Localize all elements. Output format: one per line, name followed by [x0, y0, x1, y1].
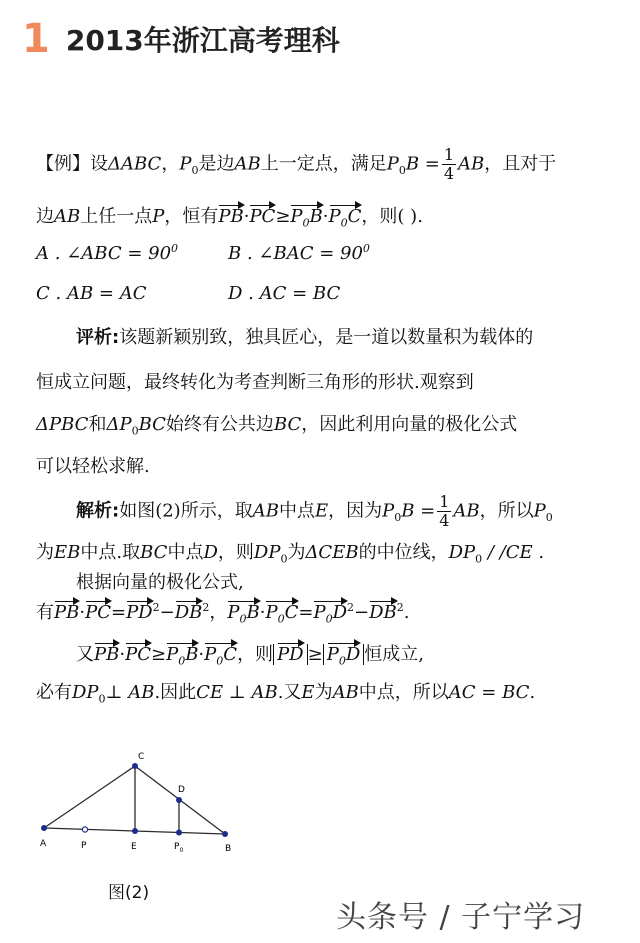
fraction-numerator: 1 — [443, 145, 455, 164]
math: P — [326, 644, 339, 665]
vector: PB — [94, 644, 120, 665]
operator: ≥ — [150, 644, 167, 665]
math: P — [328, 206, 341, 227]
comment-label: 评析: — [76, 327, 120, 348]
subscript: 0 — [338, 654, 346, 668]
fraction-denominator: 4 — [439, 511, 450, 530]
problem-line-2 — [36, 202, 423, 230]
math: C — [284, 602, 299, 623]
vector: PC — [249, 206, 276, 227]
text: 设 — [90, 153, 108, 175]
math: AB — [332, 682, 359, 703]
option-label: C . — [36, 283, 62, 304]
subscript: 0 — [394, 511, 402, 525]
text: ， — [209, 602, 228, 623]
math: P — [166, 644, 179, 665]
text: ，恒有 — [164, 206, 219, 227]
label-p0-sub: 0 — [179, 847, 184, 854]
comment-line-4 — [36, 452, 150, 478]
math: DP — [448, 542, 476, 563]
geometry-figure — [30, 745, 250, 865]
dot: · — [322, 206, 329, 227]
math: P — [533, 500, 546, 522]
text: 中点 — [278, 500, 315, 522]
text: .又 — [277, 682, 302, 703]
point-a — [41, 825, 47, 831]
subscript: 0 — [325, 612, 333, 626]
label-p: P — [81, 841, 87, 851]
dot: · — [243, 206, 250, 227]
text: 必有 — [36, 682, 72, 703]
text: ，因为 — [328, 500, 383, 522]
label-c: C — [138, 752, 145, 762]
option-d — [228, 283, 340, 304]
math: ΔPBC — [36, 414, 89, 435]
superscript: 2 — [347, 601, 355, 614]
vector: PD — [126, 602, 153, 623]
vector: PC — [85, 602, 111, 623]
text: . — [529, 682, 536, 703]
text: 可以轻松求解. — [36, 456, 150, 477]
vector — [166, 644, 198, 668]
solution-line-6 — [36, 678, 535, 706]
option-b — [228, 242, 370, 264]
math: DP — [72, 682, 99, 703]
text: 为 — [314, 682, 333, 703]
operator: ≥ — [275, 206, 291, 227]
subscript: 0 — [545, 511, 553, 525]
comment-line-3 — [36, 410, 517, 438]
superscript: 2 — [152, 601, 160, 614]
math: B — [309, 206, 323, 227]
fraction — [437, 493, 451, 530]
vector — [227, 602, 259, 626]
text: ， — [161, 153, 180, 175]
text: ，则( ). — [361, 206, 423, 227]
math: ΔABC — [108, 153, 162, 175]
text: 又 — [76, 644, 94, 665]
text: ，则 — [237, 644, 274, 665]
header — [22, 14, 340, 64]
section-title: 2013年浙江高考理科 — [65, 24, 340, 57]
superscript: 0 — [171, 242, 179, 255]
vector: PB — [218, 206, 244, 227]
math: P — [386, 153, 399, 175]
label-e: E — [131, 842, 137, 852]
text: 该题新颖别致，独具匠心，是一道以数量积为载体的 — [119, 327, 534, 348]
solution-label: 解析: — [76, 500, 120, 522]
math: D — [203, 542, 218, 563]
text: 为 — [287, 542, 306, 563]
text: 中点.取 — [80, 542, 141, 563]
dot: · — [198, 644, 205, 665]
text: . — [403, 602, 410, 623]
subscript: 0 — [280, 552, 288, 566]
math: AB — [458, 153, 485, 175]
vector: PD — [277, 644, 304, 665]
math: C — [347, 206, 362, 227]
math: BC — [138, 414, 166, 435]
text: 根据向量的极化公式, — [76, 572, 244, 593]
segment-ac — [44, 766, 135, 828]
solution-line-3 — [76, 568, 244, 594]
vector: PB — [54, 602, 80, 623]
option-text: AC = BC — [259, 283, 341, 304]
superscript: 2 — [396, 601, 404, 614]
math: BC — [140, 542, 168, 563]
subscript: 0 — [398, 164, 406, 178]
subscript: 0 — [302, 216, 310, 230]
solution-line-1 — [76, 493, 553, 530]
abs-value — [323, 644, 365, 668]
math: P — [382, 500, 395, 522]
vector — [313, 602, 347, 626]
math: P — [290, 206, 303, 227]
math: B — [246, 602, 260, 623]
subscript: 0 — [239, 612, 247, 626]
math: ΔP — [106, 414, 132, 435]
point-p — [82, 827, 87, 832]
text: 如图(2)所示，取 — [119, 500, 253, 522]
text: 上任一点 — [80, 206, 153, 227]
operator: = — [298, 602, 314, 623]
math: DP — [253, 542, 281, 563]
math: AB — [252, 500, 279, 522]
point-d — [176, 797, 182, 803]
math: / /CE . — [482, 542, 545, 563]
comment-line-1 — [76, 323, 533, 349]
math: B = — [401, 500, 436, 522]
operator: − — [354, 602, 370, 623]
subscript: 0 — [475, 552, 483, 566]
text: .因此 — [154, 682, 197, 703]
operator: − — [159, 602, 175, 623]
subscript: 0 — [277, 612, 285, 626]
text: 和 — [88, 414, 107, 435]
subscript: 0 — [131, 424, 139, 438]
point-e — [132, 828, 138, 834]
math: AB — [54, 206, 81, 227]
math: ⊥ AB — [105, 682, 155, 703]
operator: ≥ — [307, 644, 323, 665]
math: AC = BC — [448, 682, 530, 703]
solution-line-4 — [36, 598, 410, 626]
vector — [265, 602, 298, 626]
text: ，则 — [217, 542, 254, 563]
math: ΔCEB — [305, 542, 359, 563]
math: B — [185, 644, 199, 665]
text: 有 — [36, 602, 54, 623]
option-c — [36, 283, 146, 304]
math: P — [204, 644, 217, 665]
vector — [204, 644, 237, 668]
option-text: ∠BAC = 90 — [258, 243, 363, 264]
text: ，且对于 — [484, 153, 557, 175]
text: 上一定点，满足 — [260, 153, 387, 175]
math: EB — [54, 542, 81, 563]
text: 为 — [36, 542, 54, 563]
label-p0 — [174, 842, 183, 854]
fraction-numerator: 1 — [439, 492, 450, 511]
fraction — [442, 146, 456, 183]
option-a — [36, 242, 178, 264]
math: P — [265, 602, 278, 623]
math: B = — [405, 153, 440, 175]
solution-line-5 — [76, 640, 424, 668]
solution-line-2 — [36, 538, 544, 566]
text: 边 — [36, 206, 54, 227]
math: C — [223, 644, 238, 665]
math: E — [314, 500, 329, 522]
subscript: 0 — [178, 654, 186, 668]
vector: DB — [174, 602, 203, 623]
math: D — [345, 644, 361, 665]
math: E — [301, 682, 315, 703]
text: 是边 — [198, 153, 235, 175]
text: 中点 — [167, 542, 204, 563]
vector — [327, 644, 361, 668]
option-label: A . — [36, 243, 61, 264]
vector: PC — [125, 644, 151, 665]
label-d: D — [178, 785, 185, 795]
math: D — [332, 602, 348, 623]
text: ，所以 — [479, 500, 534, 522]
watermark: 头条号 / 子宁学习 — [336, 900, 586, 935]
math: BC — [273, 414, 302, 435]
operator: = — [110, 602, 127, 623]
math: CE ⊥ AB — [196, 682, 278, 703]
fraction-denominator: 4 — [443, 164, 455, 183]
vector — [290, 206, 322, 230]
label-a: A — [40, 839, 47, 849]
abs-value — [273, 644, 308, 665]
subscript: 0 — [98, 692, 106, 706]
option-text: ∠ABC = 90 — [66, 243, 172, 264]
problem-line-1 — [36, 146, 556, 183]
comment-line-2 — [36, 368, 474, 394]
option-label: B . — [228, 243, 253, 264]
dot: · — [79, 602, 86, 623]
superscript: 0 — [362, 242, 370, 255]
text: 恒成立问题，最终转化为考查判断三角形的形状.观察到 — [36, 372, 474, 393]
point-p0 — [176, 830, 182, 836]
option-label: D . — [228, 283, 254, 304]
text: 始终有公共边 — [165, 414, 274, 435]
dot: · — [259, 602, 266, 623]
math: P — [227, 602, 240, 623]
vector: DB — [369, 602, 397, 623]
option-text: AB = AC — [66, 283, 147, 304]
label-b: B — [225, 844, 232, 854]
vector — [329, 206, 362, 230]
figure-caption: 图(2) — [108, 883, 150, 903]
text: 的中位线， — [358, 542, 449, 563]
point-c — [132, 763, 138, 769]
label-p0-main: P — [174, 842, 180, 852]
example-tag: 【例】 — [36, 153, 90, 175]
text: ，因此利用向量的极化公式 — [301, 414, 518, 435]
math: P — [313, 602, 326, 623]
text: 中点，所以 — [358, 682, 449, 703]
dot: · — [119, 644, 126, 665]
section-number: 1 — [22, 16, 50, 62]
text: 恒成立, — [364, 644, 424, 665]
math: P — [152, 206, 165, 227]
subscript: 0 — [216, 654, 224, 668]
math: P — [179, 153, 192, 175]
math: AB — [453, 500, 480, 522]
point-b — [222, 831, 228, 837]
math: AB — [234, 153, 261, 175]
subscript: 0 — [191, 164, 199, 178]
subscript: 0 — [340, 216, 348, 230]
superscript: 2 — [202, 601, 210, 614]
